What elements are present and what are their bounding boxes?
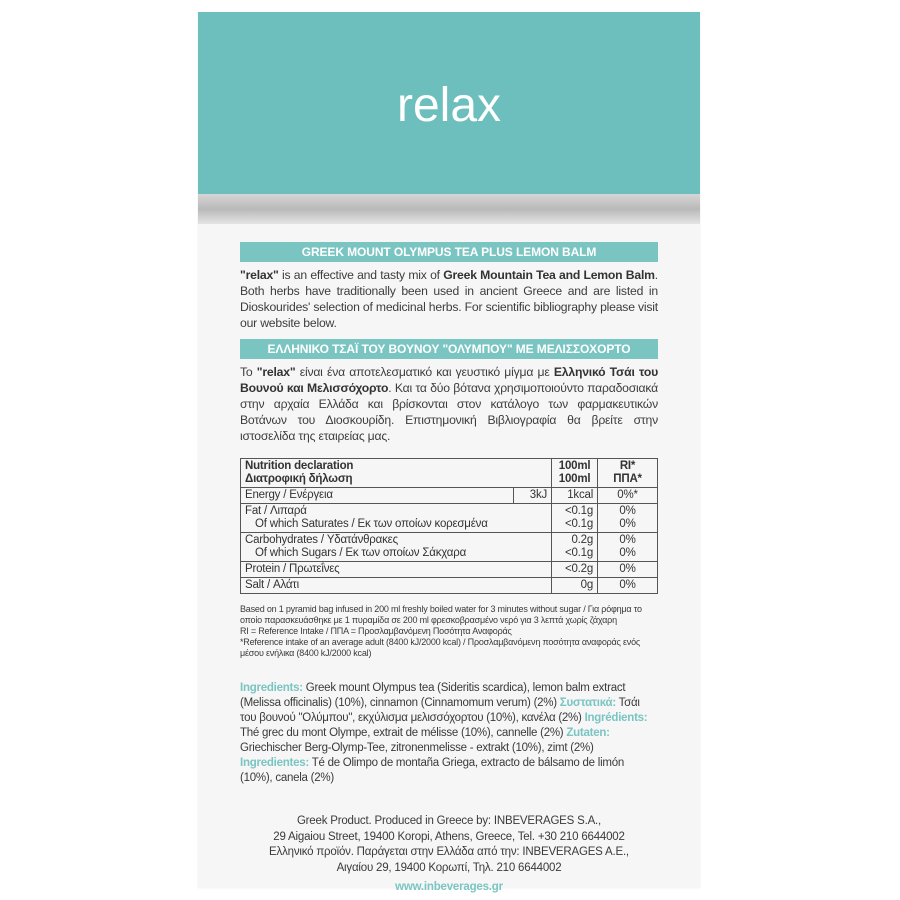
saturates-label: Of which Saturates / Εκ των οποίων κορεσμένα — [255, 518, 488, 530]
producer-line-3: Ελληνικό προϊόν. Παράγεται στην Ελλάδα από την: INBEVERAGES A.E., — [269, 846, 629, 858]
ingredients-label-fr: Ingrédients: — [584, 712, 648, 724]
energy-ri: 0%* — [598, 488, 658, 504]
shade-band — [198, 194, 700, 224]
header-100ml-en: 100ml — [558, 460, 591, 472]
brand-band — [198, 12, 700, 194]
producer-line-4: Αιγαίου 29, 19400 Κορωπί, Τηλ. 210 6644002 — [336, 861, 562, 874]
note-reference-intake: *Reference intake of an average adult (8400 kJ/2000 kcal) / Προσλαμβανόμενη ποσότητα αναφοράς ενός μέσου ενήλικα (8400 kJ/2000 kcal) — [240, 637, 641, 658]
salt-label: Salt / Αλάτι — [241, 578, 552, 594]
producer-line-2: 29 Aigaiou Street, 19400 Koropi, Athens, Greece, Tel. +30 210 6644002 — [273, 830, 625, 843]
saturates-ri: 0% — [619, 518, 636, 530]
energy-kcal: 1kcal — [552, 488, 598, 504]
english-herbs: Greek Mountain Tea and Lemon Balm — [443, 268, 655, 282]
tea-package-back — [198, 12, 700, 893]
carb-ri-values — [598, 533, 658, 562]
salt-value: 0g — [552, 578, 598, 594]
greek-heading: ΕΛΛΗΝΙΚΟ ΤΣΑΪ ΤΟΥ ΒΟΥΝΟΥ "ΟΛΥΜΠΟΥ" ΜΕ ΜΕΛΙΣΣΟΧΟΡΤΟ — [240, 339, 658, 359]
note-serving: Based on 1 pyramid bag infused in 200 ml freshly boiled water for 3 minutes without sugar / Για ρόφημα το οποίο παρασκευάσθηκε με 1 πυραμίδα σε 200 ml φρεσκοβρασμένο νερό για 3 λεπτά χωρίς ζάχαρη — [240, 604, 642, 625]
nutrition-table — [240, 458, 658, 594]
greek-text-1: είναι ένα αποτελεσματικό και γευστικό μίγμα με — [295, 365, 554, 379]
greek-text-2: . Και τα δύο βότανα χρησιμοποιούντο παραδοσιακά στην αρχαία Ελλάδα και βρίσκονται στον κατάλογο των φαρμακευτικών Βοτάνων του Διοσκουρίδη. Επιστημονική Βιβλιογραφία θα βρείτε στην ιστοσελίδα της εταιρείας μας. — [240, 381, 658, 443]
greek-herbs: Ελληνικό Τσάι του Βουνού και Μελισσόχορτο — [240, 365, 658, 395]
ingredients-label-es: Ingredientes: — [240, 757, 309, 769]
english-description — [240, 267, 658, 331]
website-link[interactable]: www.inbeverages.gr — [395, 881, 503, 893]
ingredients-text-en: Greek mount Olympus tea (Sideritis scardica), lemon balm extract (Melissa officinalis) (10%), cinnamon (Cinnamomum verum) (2%) — [240, 682, 626, 709]
table-row — [241, 533, 658, 562]
brand-name: relax — [396, 79, 502, 132]
ingredients-text-fr: Thé grec du mont Olympe, extrait de mélisse (10%), cannelle (2%) — [240, 727, 567, 739]
greek-description — [240, 364, 658, 444]
table-row — [241, 562, 658, 578]
fat-ri-values — [598, 504, 658, 533]
table-row — [241, 459, 658, 488]
ingredients-text-es: Té de Olimpo de montaña Griega, extracto de bálsamo de limón (10%), canela (2%) — [240, 757, 624, 784]
header-ri-en: RI* — [619, 460, 636, 472]
note-ri-definition: RI = Reference Intake / ΠΠΑ = Προσλαμβανόμενη Ποσότητα Αναφοράς — [240, 626, 512, 636]
carb-values — [552, 533, 598, 562]
sugars-ri: 0% — [619, 547, 636, 559]
ingredients-text-gr: Τσάι του βουνού "Ολύμπου", εκχύλισμα μελισσόχορτου (10%), κανέλα (2%) — [240, 697, 640, 724]
producer-line-1: Greek Product. Produced in Greece by: INBEVERAGES S.A., — [296, 815, 602, 827]
ingredients-label-de: Zutaten: — [566, 727, 610, 739]
english-text-2: . Both herbs have traditionally been used in ancient Greece and are listed in Dioskourides' selection of medicinal herbs. For scientific bibliography please visit our website below. — [240, 268, 658, 330]
ingredients-label-gr: Συστατικά: — [559, 697, 616, 709]
fat-value: <0.1g — [564, 505, 594, 517]
header-label-gr: Διατροφική δήλωση — [245, 473, 353, 485]
fat-labels — [241, 504, 552, 533]
saturates-value: <0.1g — [564, 518, 594, 530]
table-row — [241, 578, 658, 594]
carb-ri: 0% — [619, 534, 636, 546]
sugars-label: Of which Sugars / Εκ των οποίων Σάκχαρα — [255, 547, 467, 559]
header-label-en: Nutrition declaration — [245, 460, 354, 472]
producer-info — [240, 814, 658, 896]
carb-label: Carbohydrates / Υδατάνθρακες — [245, 534, 398, 546]
nutrition-header-label — [241, 459, 552, 488]
per-100ml-header — [552, 459, 598, 488]
fat-label: Fat / Λιπαρά — [245, 505, 307, 517]
ingredients-block — [240, 681, 658, 786]
label-content — [240, 242, 658, 896]
protein-ri: 0% — [598, 562, 658, 578]
fat-ri: 0% — [619, 505, 636, 517]
english-text-1: is an effective and tasty mix of — [278, 268, 444, 282]
protein-label: Protein / Πρωτεΐνες — [241, 562, 552, 578]
brand-mention: "relax" — [240, 268, 279, 282]
header-100ml-gr: 100ml — [558, 473, 591, 485]
ingredients-text-de: Griechischer Berg-Olymp-Tee, zitronenmelisse - extrakt (10%), zimt (2%) — [240, 742, 594, 754]
ingredients-label-en: Ingredients: — [240, 682, 303, 694]
brand-mention-greek: "relax" — [256, 365, 296, 379]
energy-kj: 3kJ — [514, 488, 552, 504]
protein-value: <0.2g — [552, 562, 598, 578]
carb-value: 0.2g — [571, 534, 594, 546]
energy-label: Energy / Ενέργεια — [241, 488, 514, 504]
salt-ri: 0% — [598, 578, 658, 594]
table-row — [241, 504, 658, 533]
greek-text-0: Το — [240, 365, 257, 379]
table-row — [241, 488, 658, 504]
sugars-value: <0.1g — [564, 547, 594, 559]
ri-header — [598, 459, 658, 488]
fat-values — [552, 504, 598, 533]
nutrition-notes — [240, 604, 658, 659]
header-ri-gr: ΠΠΑ* — [613, 473, 642, 485]
carb-labels — [241, 533, 552, 562]
english-heading: GREEK MOUNT OLYMPUS TEA PLUS LEMON BALM — [240, 242, 658, 262]
